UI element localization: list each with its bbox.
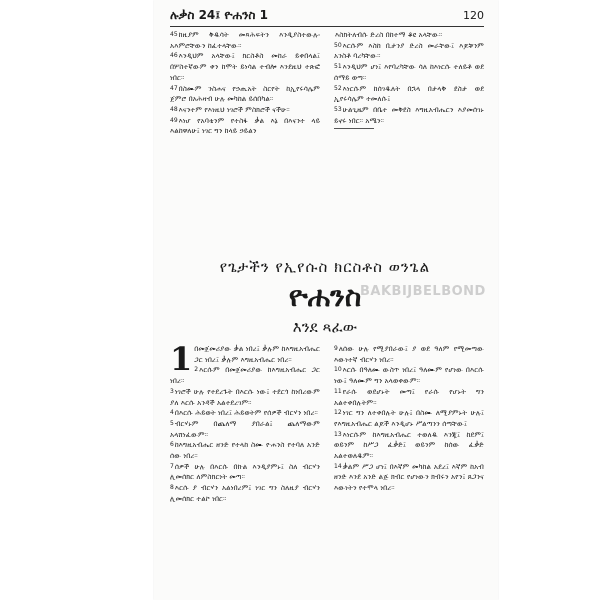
verse xyxy=(334,105,484,126)
verse xyxy=(334,344,484,365)
verse-text: ሰዎች ሁሉ በእርሱ በኩል እንዲያምኑ፤ ስለ ብርሃን ሊመሰክር ለምስክርነት መጣ። xyxy=(170,461,320,482)
verse xyxy=(170,462,320,483)
verse xyxy=(170,387,320,408)
verse-text: በመጀመሪያው ቃል ነበረ፤ ቃሉም ከእግዚአብሔር ጋር ነበረ፤ ቃሉም እግዚአብሔር ነበረ። xyxy=(194,344,320,364)
bottom-right-column xyxy=(334,344,484,594)
gospel-heading: የጌታችን የኢየሱስ ክርስቶስ ወንጌል xyxy=(219,258,431,276)
end-of-book-rule xyxy=(334,128,374,129)
verse-text: ከእግዚአብሔር ዘንድ የተላከ ስሙ ዮሐንስ የተባለ አንድ ሰው ነበረ። xyxy=(170,440,320,461)
verse-text: እርሱ ያ ብርሃን አልነበረም፤ ነገር ግን ስለዚያ ብርሃን ሊመሰክር ተልኮ ነበር። xyxy=(170,483,320,503)
bottom-left-column xyxy=(170,344,320,594)
verse xyxy=(334,30,484,41)
verse xyxy=(170,408,320,419)
verse xyxy=(170,365,320,386)
chapter-number: 1 xyxy=(170,344,193,378)
verse-text: እንዲህም ሆነ፤ እየባረካቸው ሳለ ከእነርሱ ተለይቶ ወደ ሰማይ ወጣ። xyxy=(334,62,484,82)
verse xyxy=(334,430,484,462)
verse xyxy=(170,30,320,51)
watermark: BAKBIJBELBOND xyxy=(360,284,486,299)
verse-number: 2 xyxy=(194,366,199,374)
verse-number: 12 xyxy=(334,409,342,417)
verse-text: እስክትለብሱ ድረስ በከተማ ቆዩ አላቸው። xyxy=(335,30,443,39)
verse-number: 3 xyxy=(170,387,174,395)
verse xyxy=(334,462,484,494)
verse-text: በስሙም ንስሐና የኃጢአት ስርየት ከኢየሩሳሌም ጀምሮ በአሕዛብ ሁሉ መካከል ይሰበካል። xyxy=(170,83,320,104)
verse-number: 48 xyxy=(170,105,178,113)
book-name: ዮሐንስ xyxy=(288,280,362,313)
verse xyxy=(170,105,320,116)
verse xyxy=(170,116,320,137)
verse-number: 45 xyxy=(170,31,178,38)
verse-number: 7 xyxy=(170,462,174,470)
verse xyxy=(334,41,484,62)
page-header xyxy=(170,8,484,27)
verse-number: 51 xyxy=(334,63,342,71)
verse xyxy=(170,440,320,461)
verse-text: እርሱም እስከ ቢታንያ ድረስ መራቸው፤ እጆቹንም አንስቶ ባረካቸው። xyxy=(334,40,484,61)
verse-text: የራሱ ወደሆኑት መጣ፤ የራሱ የሆኑት ግን አልተቀበሉትም። xyxy=(334,386,484,407)
verse-text: እናንተም የእነዚህ ነገሮች ምስክሮች ናችሁ። xyxy=(178,104,290,114)
verse-text: ቃልም ሥጋ ሆነ፤ በእኛም መካከል አደረ፤ እኛም ከአብ ዘንድ እንደ አንድ ልጅ ክብር የሆነውን ክብሩን አየን፤ ጸጋንና እውነትን የተሞላ ነበረ። xyxy=(334,461,484,493)
verse-text: ሁልጊዜም በቤተ መቅደስ እግዚአብሔርን እያመሰገኑ ይኖሩ ነበር። አሜን። xyxy=(334,104,484,125)
verse-text: እንዲህም አላቸው፤ ክርስቶስ መከራ ይቀበላል፤ በሦስተኛውም ቀን ከሞት ይነሳል ተብሎ እንደዚህ ተጽፎ ነበር። xyxy=(170,51,320,82)
verse-number: 47 xyxy=(170,84,178,92)
verse-number: 52 xyxy=(334,84,342,92)
verse xyxy=(170,84,320,105)
verse xyxy=(170,419,320,440)
verse xyxy=(334,365,484,386)
verse-text: ነገር ግን ለተቀበሉት ሁሉ፤ በስሙ ለሚያምኑት ሁሉ፤ የእግዚአብሔር ልጆች እንዲሆኑ ሥልጣንን ሰጣቸው፤ xyxy=(334,408,484,428)
top-left-column xyxy=(170,30,320,230)
verse-number: 8 xyxy=(170,484,174,492)
verse xyxy=(170,51,320,83)
verse-number: 11 xyxy=(334,387,342,395)
verse-text: እነሆ የአባቴንም የተስፋ ቃል እኔ በእናንተ ላይ እልከዋለሁ፤ ነገር ግን ከላይ ኃይልን xyxy=(170,115,320,136)
verse-text: በእርሱ ሕይወት ነበረ፤ ሕይወትም የሰዎች ብርሃን ነበረ። xyxy=(174,408,318,418)
verse xyxy=(334,387,484,408)
verse-number: 53 xyxy=(334,105,342,113)
verse-text: እነርሱም ከሰገዱለት በኋላ በታላቅ ደስታ ወደ ኢየሩሳሌም ተመለሱ፤ xyxy=(334,83,484,104)
verse xyxy=(334,84,484,105)
verse-number: 13 xyxy=(334,430,342,438)
verse-number: 5 xyxy=(170,419,174,427)
verse-text: ብርሃኑም በጨለማ ያበራል፤ ጨለማውም አላሸነፈውም። xyxy=(170,418,320,439)
verse-number: 14 xyxy=(334,462,342,470)
verse-number: 6 xyxy=(170,441,174,449)
verse xyxy=(334,408,484,429)
verse-text: ለሰው ሁሉ የሚያበራው፤ ያ ወደ ዓለም የሚመጣው እውነተኛ ብርሃን ነበረ። xyxy=(334,344,484,364)
verse xyxy=(170,483,320,504)
page-number: 120 xyxy=(463,9,484,22)
verse-text: ነገሮች ሁሉ የተደረጉት በእርሱ ነው፤ ተደርጎ ከነበረውም ያለ እርሱ አንዳች አልተደረገም። xyxy=(170,386,320,407)
verse-text: እርሱ በዓለሙ ውስጥ ነበረ፤ ዓለሙም የሆነው በእርሱ ነው፤ ዓለሙም ግን አላወቀውም። xyxy=(334,365,484,386)
verse-number: 10 xyxy=(334,366,342,374)
verse-number: 46 xyxy=(170,52,178,60)
verse xyxy=(334,62,484,83)
verse-text: ከዚያም ቅዱሳት መጻሕፍትን እንዲያስተውሉ፡ አእምሮቸውን ከፈተላቸው። xyxy=(170,30,320,50)
top-right-column xyxy=(334,30,484,230)
verse-text: እነርሱም ከእግዚአብሔር ተወለዱ እንጂ፤ ከደም፤ ወይንም ከሥጋ ፈቃድ፤ ወይንም ከሰው ፈቃድ አልተወለዱም። xyxy=(334,429,484,461)
verse-number: 9 xyxy=(334,345,338,352)
verse-number: 4 xyxy=(170,409,174,417)
book-subtitle: እንደ ጻፈው xyxy=(292,318,358,336)
running-head: ሉቃስ 24፤ ዮሐንስ 1 xyxy=(170,8,269,22)
verse-number: 49 xyxy=(170,116,178,124)
verse-number: 50 xyxy=(334,41,342,49)
verse-text: እርሱም በመጀመሪያው ከእግዚአብሔር ጋር ነበረ። xyxy=(170,365,320,386)
